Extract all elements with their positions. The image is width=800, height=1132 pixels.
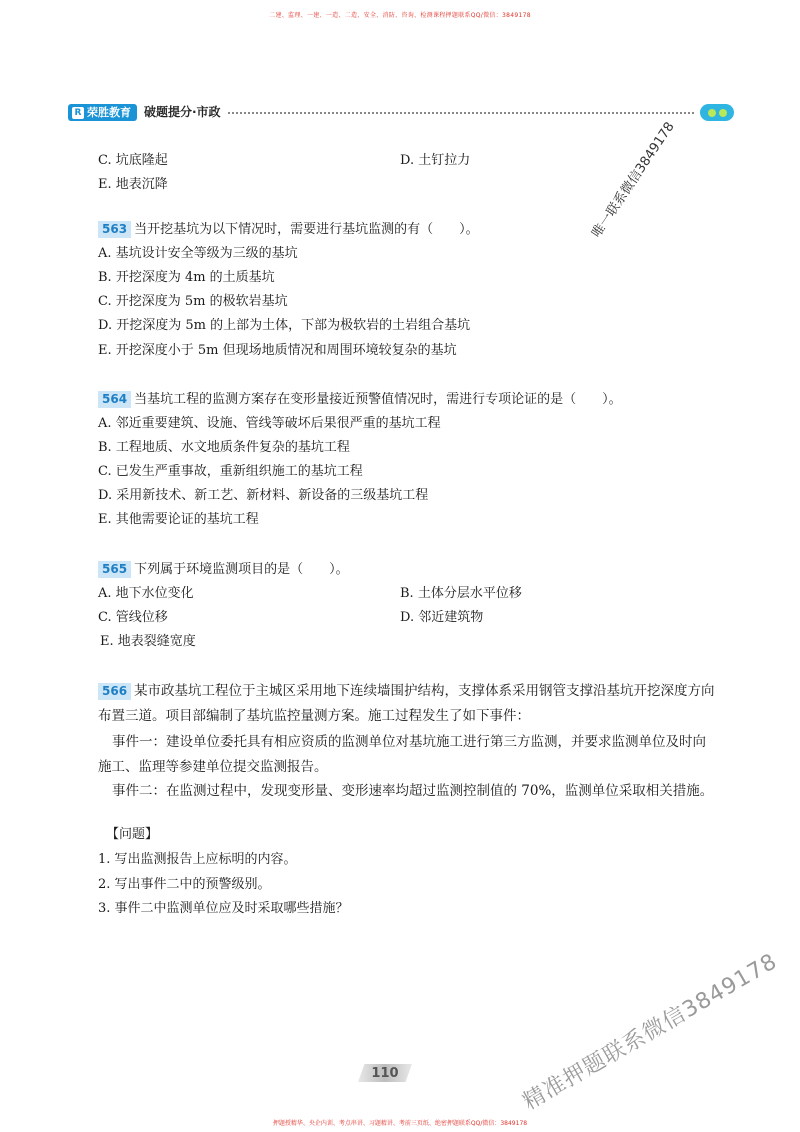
header-divider [228,112,694,114]
header-title: 破题提分·市政 [144,105,221,119]
watermark-contact: 唯一联系微信3849178 [589,119,678,241]
option-c: C. 管线位移 [98,610,168,625]
option-d: D. 开挖深度为 5m 的上部为土体，下部为极软岩的土岩组合基坑 [98,318,471,333]
page-header [68,104,734,124]
logo-mark-icon: R [72,107,84,119]
option-b: B. 工程地质、水文地质条件复杂的基坑工程 [98,440,350,455]
event-one-text: 事件一：建设单位委托具有相应资质的监测单位对基坑施工进行第三方监测，并要求监测单位及时向施工、监理等参建单位提交监测报告。 [98,734,706,775]
question-text: 下列属于环境监测项目的是（ ）。 [134,562,349,577]
header-badge-icon [700,104,734,121]
question-number: 565 [98,561,131,578]
question-563-stem [98,221,479,239]
option-e: E. 其他需要论证的基坑工程 [98,512,259,527]
event-two-text: 事件二：在监测过程中，发现变形量、变形速率均超过监测控制值的 70%，监测单位采取相关措施。 [112,783,714,799]
option-a: A. 基坑设计安全等级为三级的基坑 [98,246,298,261]
option-c: C. 已发生严重事故，重新组织施工的基坑工程 [98,464,363,479]
option-e: E. 开挖深度小于 5m 但现场地质情况和周围环境较复杂的基坑 [98,343,457,358]
option-d: D. 采用新技术、新工艺、新材料、新设备的三级基坑工程 [98,488,429,503]
brand-logo [68,104,137,121]
question-566-intro [98,679,718,729]
option-c: C. 坑底隆起 [98,153,168,168]
question-number: 563 [98,221,131,238]
watermark-large: 精准押题联系微信3849178 [519,948,782,1116]
option-a: A. 地下水位变化 [98,586,194,601]
option-e: E. 地表沉降 [98,177,168,192]
question-section-label: 【问题】 [106,827,159,842]
question-number: 566 [98,683,131,700]
question-564-stem [98,391,622,409]
sub-question-1: 1. 写出监测报告上应标明的内容。 [98,852,297,867]
sub-question-2: 2. 写出事件二中的预警级别。 [98,877,271,892]
option-d: D. 邻近建筑物 [400,610,484,625]
question-number: 564 [98,391,131,408]
question-565-stem [98,561,349,579]
option-e: E. 地表裂缝宽度 [100,634,196,649]
option-b: B. 土体分层水平位移 [400,586,522,601]
option-a: A. 邻近重要建筑、设施、管线等破坏后果很严重的基坑工程 [98,416,441,431]
option-b: B. 开挖深度为 4m 的土质基坑 [98,270,275,285]
page-number-text: 110 [371,1065,399,1081]
page-number [358,1064,412,1082]
top-contact-note: 二建、监理、一建、一造、二造、安全、消防、咨询、检测课程押题联系QQ/微信：3849178 [269,12,531,19]
question-text: 某市政基坑工程位于主城区采用地下连续墙围护结构，支撑体系采用钢管支撑沿基坑开挖深度方向布置三道。项目部编制了基坑监控量测方案。施工过程发生了如下事件： [98,683,715,724]
sub-question-3: 3. 事件二中监测单位应及时采取哪些措施？ [98,901,349,916]
question-text: 当开挖基坑为以下情况时，需要进行基坑监测的有（ ）。 [134,222,479,237]
bottom-contact-note: 押题授精华、央企内训、考点串讲、习题精讲、考前三页纸、绝密押题联系QQ/微信：3849178 [272,1120,528,1127]
option-d: D. 土钉拉力 [400,153,471,168]
question-text: 当基坑工程的监测方案存在变形量接近预警值情况时，需进行专项论证的是（ ）。 [134,392,622,407]
option-c: C. 开挖深度为 5m 的极软岩基坑 [98,294,288,309]
logo-text: 荣胜教育 [87,106,131,119]
